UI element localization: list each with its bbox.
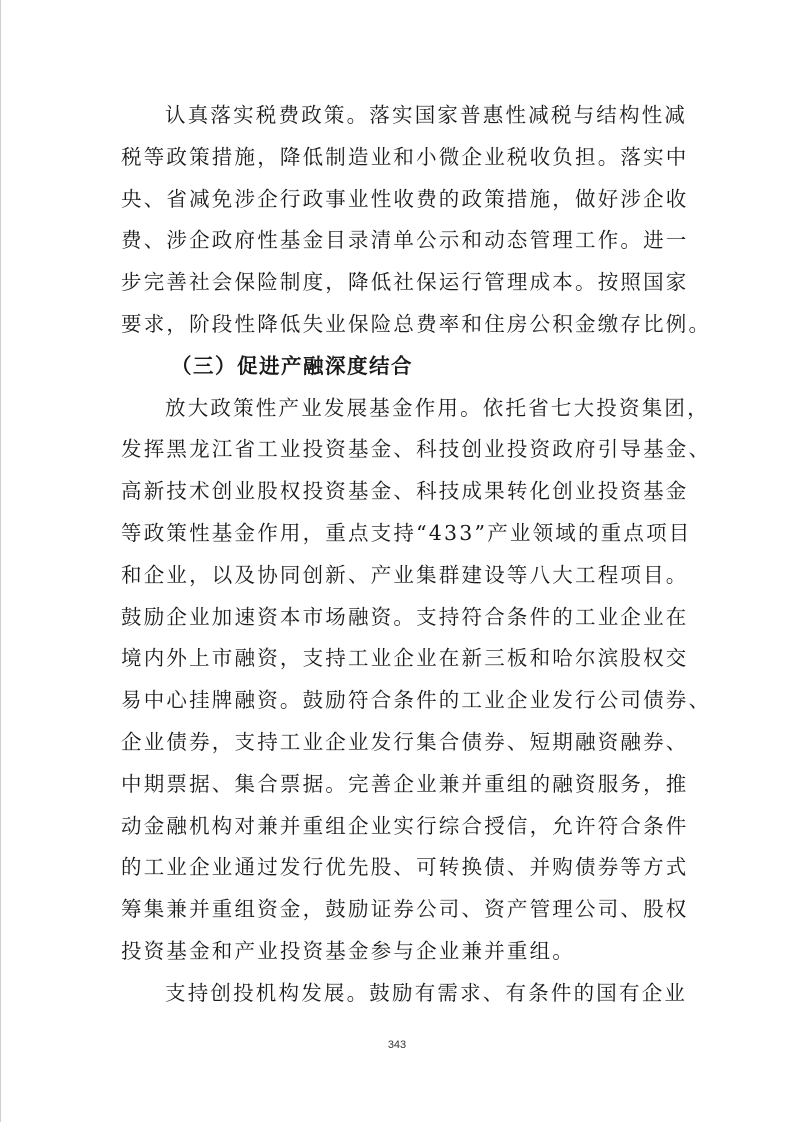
paragraph-line: 投资基金和产业投资基金参与企业兼并重组。 [121, 938, 575, 963]
page-number: 343 [387, 1039, 407, 1051]
paragraph-line: 易中心挂牌融资。鼓励符合条件的工业企业发行公司债券、 [121, 688, 712, 713]
paragraph-line: 的工业企业通过发行优先股、可转换债、并购债券等方式 [121, 855, 689, 880]
paragraph-line: 支持创投机构发展。鼓励有需求、有条件的国有企业 [165, 980, 688, 1005]
paragraph-line: 发挥黑龙江省工业投资基金、科技创业投资政府引导基金、 [121, 437, 712, 462]
paragraph-line: 高新技术创业股权投资基金、科技成果转化创业投资基金 [121, 479, 689, 504]
paragraph-line: 税等政策措施，降低制造业和小微企业税收负担。落实中 [121, 144, 689, 169]
paragraph-line: 中期票据、集合票据。完善企业兼并重组的融资服务，推 [121, 771, 689, 796]
paragraph-line: 要求，阶段性降低失业保险总费率和住房公积金缴存比例。 [121, 311, 712, 336]
paragraph-line: 和企业，以及协同创新、产业集群建设等八大工程项目。 [121, 562, 689, 587]
paragraph-line: 筹集兼并重组资金，鼓励证券公司、资产管理公司、股权 [121, 897, 689, 922]
paragraph-line: 步完善社会保险制度，降低社保运行管理成本。按照国家 [121, 270, 689, 295]
paragraph-line: 鼓励企业加速资本市场融资。支持符合条件的工业企业在 [121, 604, 689, 629]
paragraph-line: 费、涉企政府性基金目录清单公示和动态管理工作。进一 [121, 228, 689, 253]
section-heading: （三）促进产融深度结合 [171, 353, 413, 378]
paragraph-line: 放大政策性产业发展基金作用。依托省七大投资集团， [165, 395, 710, 420]
paragraph-line: 认真落实税费政策。落实国家普惠性减税与结构性减 [165, 103, 688, 127]
paragraph-line: 动金融机构对兼并重组企业实行综合授信，允许符合条件 [121, 813, 689, 838]
paragraph-line: 等政策性基金作用，重点支持“433”产业领域的重点项目 [121, 520, 692, 545]
paragraph-line: 企业债券，支持工业企业发行集合债券、短期融资融券、 [121, 729, 689, 754]
body-text [121, 95, 712, 1015]
paragraph-line: 境内外上市融资，支持工业企业在新三板和哈尔滨股权交 [121, 646, 689, 671]
paragraph-line: 央、省减免涉企行政事业性收费的政策措施，做好涉企收 [121, 186, 689, 211]
